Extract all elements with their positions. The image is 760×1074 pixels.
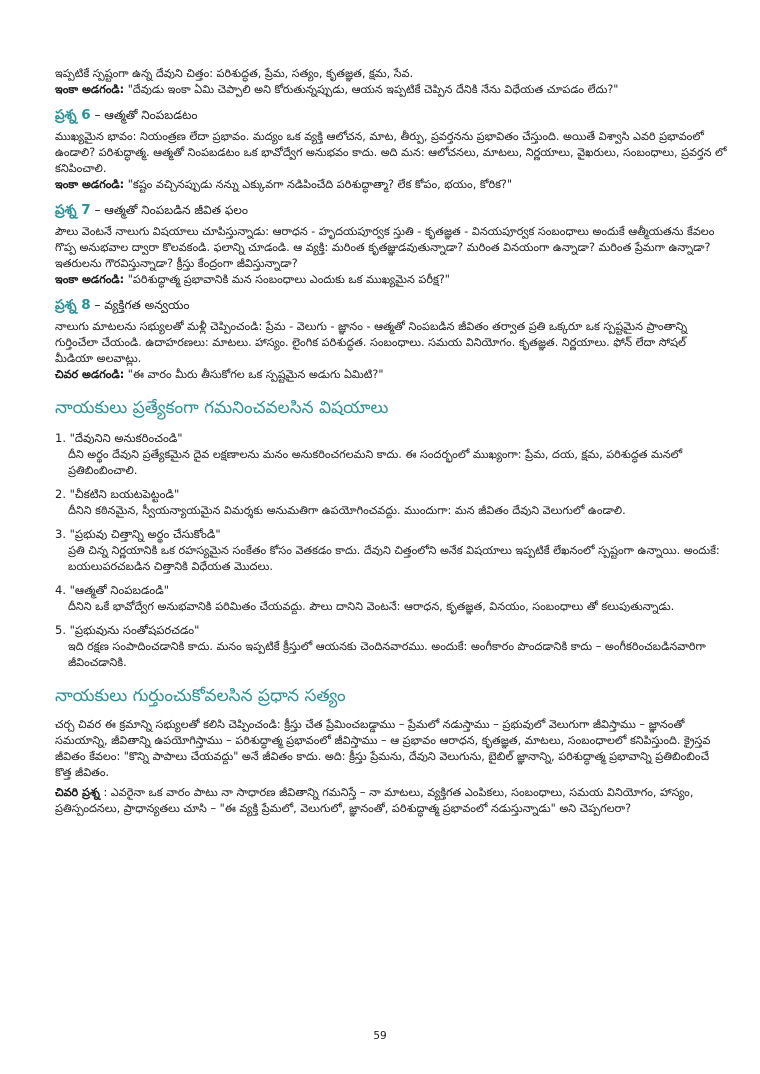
list-item <box>55 429 727 479</box>
list-item <box>55 485 727 519</box>
key-truth-heading: నాయకులు గుర్తుంచుకోవలసిన ప్రధాన సత్యం <box>55 686 346 706</box>
question-8-title: వ్యక్తిగత అన్వయం <box>104 298 190 312</box>
question-6-heading <box>55 107 727 123</box>
intro-question <box>55 82 727 98</box>
question-6-number: ప్రశ్న 6 <box>55 107 91 123</box>
question-8-dash: – <box>90 298 105 312</box>
question-8-ask <box>55 367 727 383</box>
question-7-ask-label: ఇంకా అడగండి: <box>55 273 125 286</box>
list-item-title: 1. "దేవునిని అనుకరించండి" <box>55 431 183 445</box>
question-6-dash: – <box>90 108 105 122</box>
question-7-title: ఆత్మతో నింపబడిన జీవిత ఫలం <box>104 203 248 217</box>
intro-question-text: "దేవుడు ఇంకా ఏమి చెప్పాలి అని కోరుతున్నప్పుడు, ఆయన ఇప్పటికే చెప్పిన దేనికి నేను విధేయత చూపడం లేదు?" <box>124 83 619 96</box>
final-question-text: : ఎవరైనా ఒక వారం పాటు నా సాధారణ జీవితాన్ని గమనిస్తే – నా మాటలు, వ్యక్తిగత ఎంపికలు, సంబంధాలు, సమయ వినియోగం, హాస్యం, ప్రతిస్పందనలు, ప్రాధాన్యతలు చూసి – "ఈ వ్యక్తి ప్రేమలో, వెలుగులో, జ్ఞానంతో, పరిశుద్ధాత్మ ప్రభావంలో నడుస్తున్నాడు" అని చెప్పగలరా? <box>55 786 694 815</box>
question-8-ask-label: చివర అడగండి: <box>55 368 125 381</box>
list-item-title: 2. "చీకటిని బయటపెట్టండి" <box>55 487 180 501</box>
leaders-notes-list <box>55 429 727 671</box>
list-item-title: 4. "ఆత్మతో నింపబడండి" <box>55 583 169 597</box>
question-7-dash: – <box>90 203 105 217</box>
intro-question-label: ఇంకా అడగండి: <box>55 83 125 96</box>
question-6-ask-text: "కష్టం వచ్చినప్పుడు నన్ను ఎక్కువగా నడిపించేది పరిశుద్ధాత్మా? లేక కోపం, భయం, కోరిక?" <box>124 178 513 191</box>
question-8-number: ప్రశ్న 8 <box>55 297 91 313</box>
question-8-body: నాలుగు మాటలను సభ్యులతో మళ్లీ చెప్పించండి: ప్రేమ - వెలుగు - జ్ఞానం - ఆత్మతో నింపబడిన జీవితం తర్వాత ప్రతి ఒక్కరూ ఒక స్పష్టమైన ప్రాంతాన్ని గుర్తించేలా చేయండి. ఉదాహరణలు: మాటలు. హాస్యం. లైంగిక పరిశుద్ధత. సంబంధాలు. సమయ వినియోగం. కృతజ్ఞత. నిర్ణయాలు. ఫోన్ లేదా సోషల్ మీడియా అలవాట్లు. <box>55 320 688 365</box>
list-item-body: దీనిని ఒకే భావోద్వేగ అనుభవానికి పరిమితం చేయవద్దు. పౌలు దానిని వెంటనే: ఆరాధన, కృతజ్ఞత, వినయం, సంబంధాలు తో కలుపుతున్నాడు. <box>68 600 675 613</box>
final-question <box>55 785 727 817</box>
list-item-title: 3. "ప్రభువు చిత్తాన్ని అర్థం చేసుకోండి" <box>55 527 221 541</box>
question-6-title: ఆత్మతో నింపబడటం <box>104 108 198 122</box>
intro-line: ఇప్పటికే స్పష్టంగా ఉన్న దేవుని చిత్తం: పరిశుద్ధత, ప్రేమ, సత్యం, కృతజ్ఞత, క్షమ, సేవ. <box>55 67 414 80</box>
list-item <box>55 525 727 575</box>
question-7-body: పౌలు వెంటనే నాలుగు విషయాలు చూపిస్తున్నాడు: ఆరాధన - హృదయపూర్వక స్తుతి - కృతజ్ఞత - వినయపూర్వక సంబంధాలు అందుకే ఆత్మీయతను కేవలం గొప్ప అనుభవాల ద్వారా కొలవకండి. ఫలాన్ని చూడండి. ఆ వ్యక్తి: మరింత కృతజ్ఞుడవుతున్నాడా? మరింత వినయంగా ఉన్నాడా? మరింత ప్రేమగా ఉన్నాడా? ఇతరులను గౌరవిస్తున్నాడా? క్రీస్తు కేంద్రంగా జీవిస్తున్నాడా? <box>55 225 715 270</box>
question-6-body: ముఖ్యమైన భావం: నియంత్రణ లేదా ప్రభావం. మద్యం ఒక వ్యక్తి ఆలోచన, మాట, తీర్పు, ప్రవర్తనను ప్రభావితం చేస్తుంది. అయితే విశ్వాసి ఎవరి ప్రభావంలో ఉండాలి? పరిశుద్ధాత్మ. ఆత్మతో నింపబడటం ఒక భావోద్వేగ అనుభవం కాదు. అది మన: ఆలోచనలు, మాటలు, నిర్ణయాలు, వైఖరులు, సంబంధాలు, ప్రవర్తన లో కనిపించాలి. <box>55 130 727 175</box>
question-8-heading <box>55 297 727 313</box>
question-8-ask-text: "ఈ వారం మీరు తీసుకోగల ఒక స్పష్టమైన అడుగు ఏమిటి?" <box>124 368 384 381</box>
question-7-ask-text: "పరిశుద్ధాత్మ ప్రభావానికి మన సంబంధాలు ఎందుకు ఒక ముఖ్యమైన పరీక్ష?" <box>124 273 450 286</box>
question-7-number: ప్రశ్న 7 <box>55 202 91 218</box>
document-page <box>55 66 727 817</box>
leaders-notes-heading: నాయకులు ప్రత్యేకంగా గమనించవలసిన విషయాలు <box>55 398 389 418</box>
page-number: 59 <box>373 1030 387 1042</box>
question-7-ask <box>55 272 727 288</box>
list-item <box>55 581 727 615</box>
list-item <box>55 621 727 671</box>
key-truth-body: చర్చ చివర ఈ క్రమాన్ని సభ్యులతో కలిసి చెప్పించండి: క్రీస్తు చేత ప్రేమించబడ్డాము – ప్రేమలో నడుస్తాము – ప్రభువులో వెలుగుగా జీవిస్తాము – జ్ఞానంతో సమయాన్ని, జీవితాన్ని ఉపయోగిస్తాము – పరిశుద్ధాత్మ ప్రభావంలో జీవిస్తాము – ఆ ప్రభావం ఆరాధన, కృతజ్ఞత, మాటలు, సంబంధాలలో కనిపిస్తుంది. క్రైస్తవ జీవితం కేవలం: "కొన్ని పాపాలు చేయవద్దు" అనే జీవితం కాదు. అది: క్రీస్తు ప్రేమను, దేవుని వెలుగును, బైబిల్ జ్ఞానాన్ని, పరిశుద్ధాత్మ ప్రభావాన్ని ప్రతిబింబించే కొత్త జీవితం. <box>55 718 711 779</box>
question-6-ask <box>55 177 727 193</box>
list-item-body: ప్రతి చిన్న నిర్ణయానికి ఒక రహస్యమైన సంకేతం కోసం వెతకడం కాదు. దేవుని చిత్తంలోని అనేక విషయాలు ఇప్పటికే లేఖనంలో స్పష్టంగా ఉన్నాయి. అందుకే: బయలుపరచబడిన చిత్తానికి విధేయత మొదలు. <box>68 544 720 573</box>
list-item-body: దీని అర్థం దేవుని ప్రత్యేకమైన దైవ లక్షణాలను మనం అనుకరించగలమని కాదు. ఈ సందర్భంలో ముఖ్యంగా: ప్రేమ, దయ, క్షమ, పరిశుద్ధత మనలో ప్రతిబింబించాలి. <box>68 448 683 477</box>
list-item-body: ఇది రక్షణ సంపాదించడానికి కాదు. మనం ఇప్పటికే క్రీస్తులో ఆయనకు చెందినవారము. అందుకే: అంగీకారం పొందడానికి కాదు – అంగీకరించబడినవారిగా జీవించడానికి. <box>68 640 706 669</box>
final-question-label: చివరి ప్రశ్న <box>55 786 100 799</box>
list-item-title: 5. "ప్రభువును సంతోషపరచడం" <box>55 623 200 637</box>
list-item-body: దీనిని కఠినమైన, స్వీయన్యాయమైన విమర్శకు అనుమతిగా ఉపయోగించవద్దు. ముందుగా: మన జీవితం దేవుని వెలుగులో ఉండాలి. <box>68 504 626 517</box>
question-6-ask-label: ఇంకా అడగండి: <box>55 178 125 191</box>
question-7-heading <box>55 202 727 218</box>
